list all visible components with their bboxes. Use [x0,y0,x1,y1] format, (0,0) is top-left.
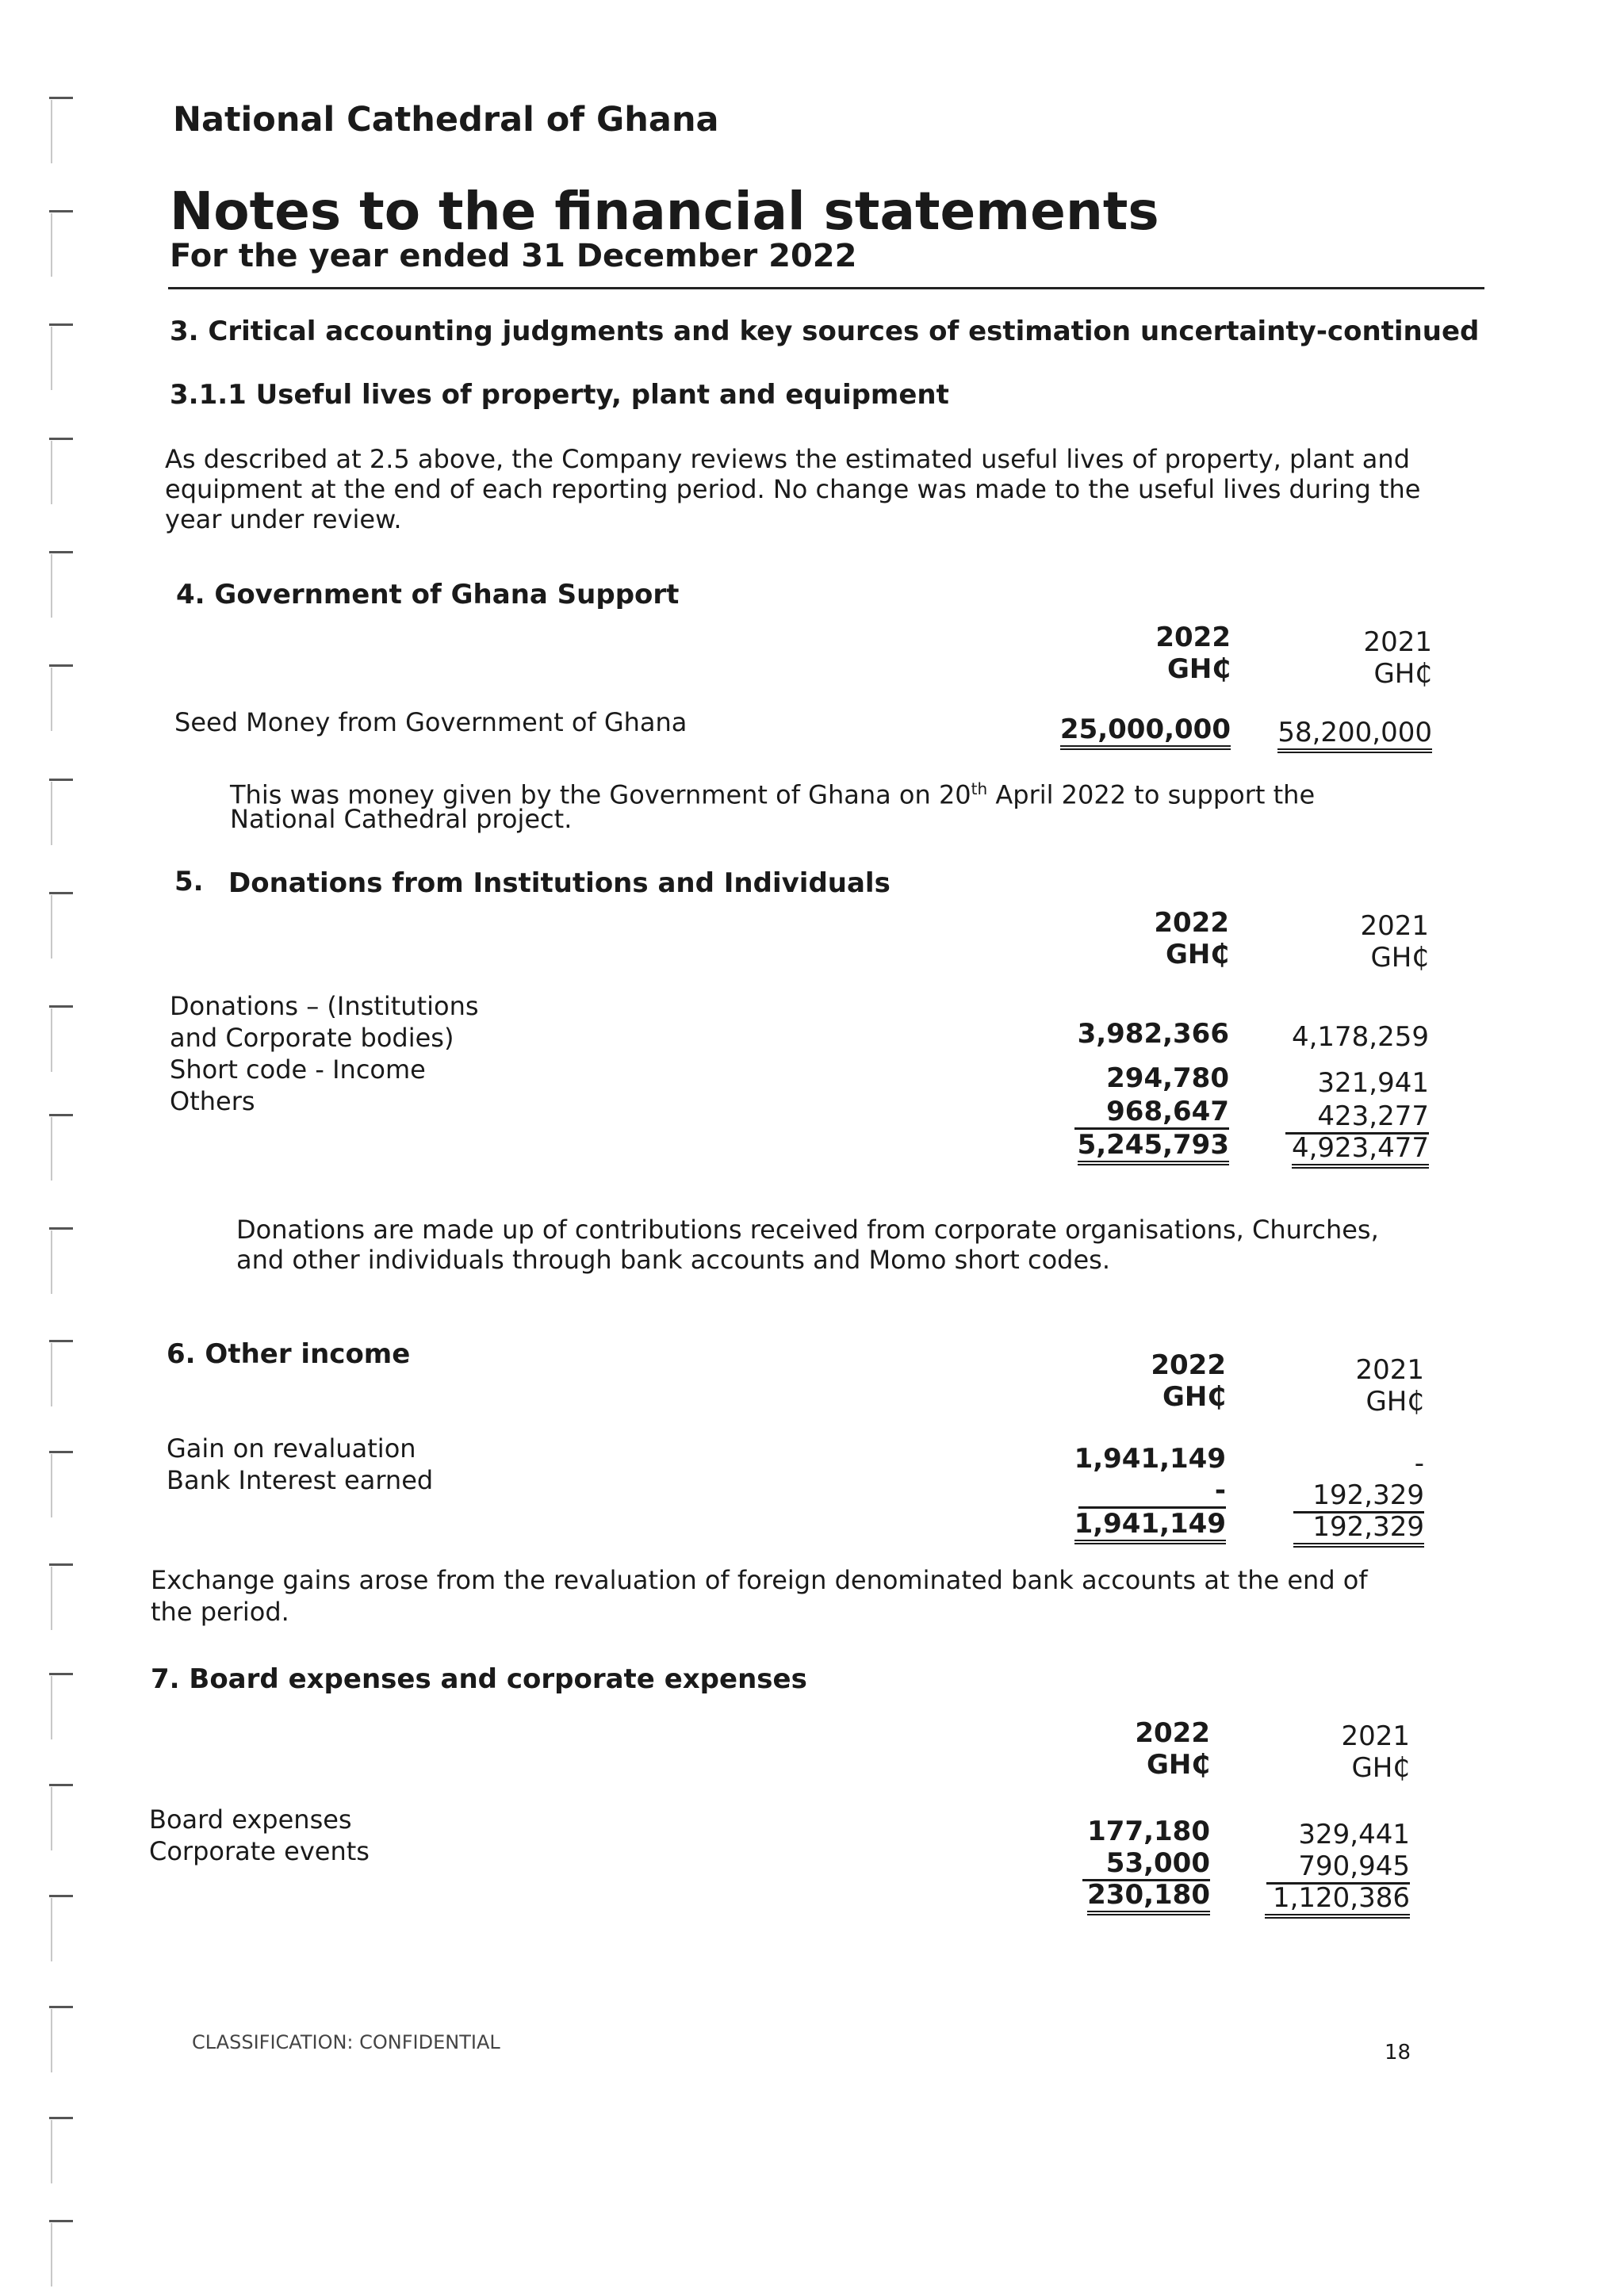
note7-heading: 7. Board expenses and corporate expenses [151,1663,807,1695]
note5-currency-2021: GH₵ [1370,942,1429,974]
note7-total-2021: 1,120,386 [1265,1882,1410,1919]
binder-mark [49,1563,73,1635]
note3-subheading: 3.1.1 Useful lives of property, plant and equipment [170,379,949,411]
note3-paragraph-line: year under review. [165,504,402,534]
note5-heading: Donations from Institutions and Individuals [228,867,891,899]
note4-note-text: April 2022 to support the [987,779,1316,810]
binder-mark [49,1451,73,1522]
note4-row-label: Seed Money from Government of Ghana [174,707,688,737]
note5-row-label: Donations – (Institutions [170,991,479,1021]
binder-mark [49,323,73,395]
note6-value-2022: 1,941,149 [1074,1443,1226,1475]
binder-mark [49,1784,73,1855]
note7-row-label: Board expenses [149,1804,352,1835]
note6-row-label: Gain on revaluation [167,1433,416,1464]
note4-currency-2022: GH₵ [1166,653,1231,685]
note7-value-2021: 329,441 [1298,1819,1410,1850]
note7-col-2021: 2021 [1341,1720,1410,1752]
note5-row-label: Others [170,1086,255,1116]
note4-col-2022: 2022 [1155,622,1231,653]
note5-heading-number: 5. [174,866,204,897]
note6-currency-2021: GH₵ [1365,1386,1424,1418]
note5-row-label: and Corporate bodies) [170,1023,454,1053]
binder-mark [49,1227,73,1299]
note7-row-label: Corporate events [149,1836,370,1866]
note5-value-2021: 423,277 [1285,1100,1429,1135]
note5-currency-2022: GH₵ [1165,939,1229,970]
note5-value-2022: 968,647 [1074,1096,1229,1130]
binder-mark [49,1005,73,1077]
note6-col-2021: 2021 [1355,1354,1424,1386]
note5-value-2021: 321,941 [1317,1067,1429,1099]
note4-value-2021: 58,200,000 [1277,717,1432,753]
organisation-name: National Cathedral of Ghana [173,100,719,140]
note6-currency-2022: GH₵ [1162,1381,1226,1413]
note7-col-2022: 2022 [1135,1717,1210,1749]
note5-note-line: and other individuals through bank accounts and Momo short codes. [236,1245,1110,1275]
note5-note-line: Donations are made up of contributions received from corporate organisations, Churches, [236,1215,1379,1245]
note7-value-2022: 53,000 [1082,1847,1210,1881]
binder-mark [49,779,73,850]
classification-label: CLASSIFICATION: CONFIDENTIAL [192,2031,500,2053]
binder-mark [49,210,73,281]
binder-mark [49,2006,73,2077]
note6-total-2021: 192,329 [1293,1511,1424,1548]
header-rule [168,287,1484,289]
note6-col-2022: 2022 [1151,1349,1226,1381]
note4-currency-2021: GH₵ [1373,658,1432,690]
note4-note-text: This was money given by the Government of Ghana on 20 [230,779,971,810]
binder-mark [49,97,73,168]
note5-col-2021: 2021 [1360,910,1429,942]
note3-paragraph-line: equipment at the end of each reporting period. No change was made to the useful lives during the [165,474,1421,504]
binder-mark [49,892,73,963]
binder-mark [49,2220,73,2291]
note5-value-2022: 3,982,366 [1077,1018,1229,1050]
binder-mark [49,1673,73,1744]
note6-value-2021: - [1414,1448,1424,1479]
note4-col-2021: 2021 [1363,626,1432,658]
note6-row-label: Bank Interest earned [167,1465,434,1495]
note6-value-2021: 192,329 [1293,1479,1424,1513]
note4-note-line: National Cathedral project. [230,804,573,834]
note5-col-2022: 2022 [1154,907,1229,939]
note3-paragraph-line: As described at 2.5 above, the Company reviews the estimated useful lives of property, plant and [165,444,1410,474]
binder-mark [49,1895,73,1966]
note5-total-2022: 5,245,793 [1078,1129,1229,1165]
note4-note-sup: th [971,779,988,798]
note5-row-label: Short code - Income [170,1054,426,1085]
note7-value-2022: 177,180 [1087,1816,1210,1847]
note4-heading: 4. Government of Ghana Support [176,579,680,610]
note6-total-2022: 1,941,149 [1074,1508,1226,1544]
page-subtitle: For the year ended 31 December 2022 [170,238,857,274]
note6-value-2022: - [1078,1475,1226,1509]
note3-heading: 3. Critical accounting judgments and key sources of estimation uncertainty-continued [170,316,1480,347]
note7-value-2021: 790,945 [1266,1850,1410,1885]
note7-currency-2021: GH₵ [1351,1752,1410,1784]
binder-mark [49,1340,73,1411]
note6-note-line: Exchange gains arose from the revaluation of foreign denominated bank accounts at the end of [151,1565,1368,1595]
binder-mark [49,438,73,509]
note5-value-2021: 4,178,259 [1291,1021,1429,1053]
note6-note-line: the period. [151,1597,289,1627]
note4-value-2022: 25,000,000 [1060,714,1231,750]
note6-heading: 6. Other income [167,1338,411,1370]
note7-currency-2022: GH₵ [1146,1749,1210,1781]
note5-total-2021: 4,923,477 [1292,1132,1429,1169]
binder-mark [49,551,73,622]
binder-mark [49,664,73,736]
binder-mark [49,2117,73,2188]
page-title: Notes to the financial statements [170,181,1159,242]
page-number: 18 [1385,2041,1411,2064]
note7-total-2022: 230,180 [1087,1879,1210,1915]
binder-mark [49,1114,73,1185]
note5-value-2022: 294,780 [1106,1062,1229,1094]
